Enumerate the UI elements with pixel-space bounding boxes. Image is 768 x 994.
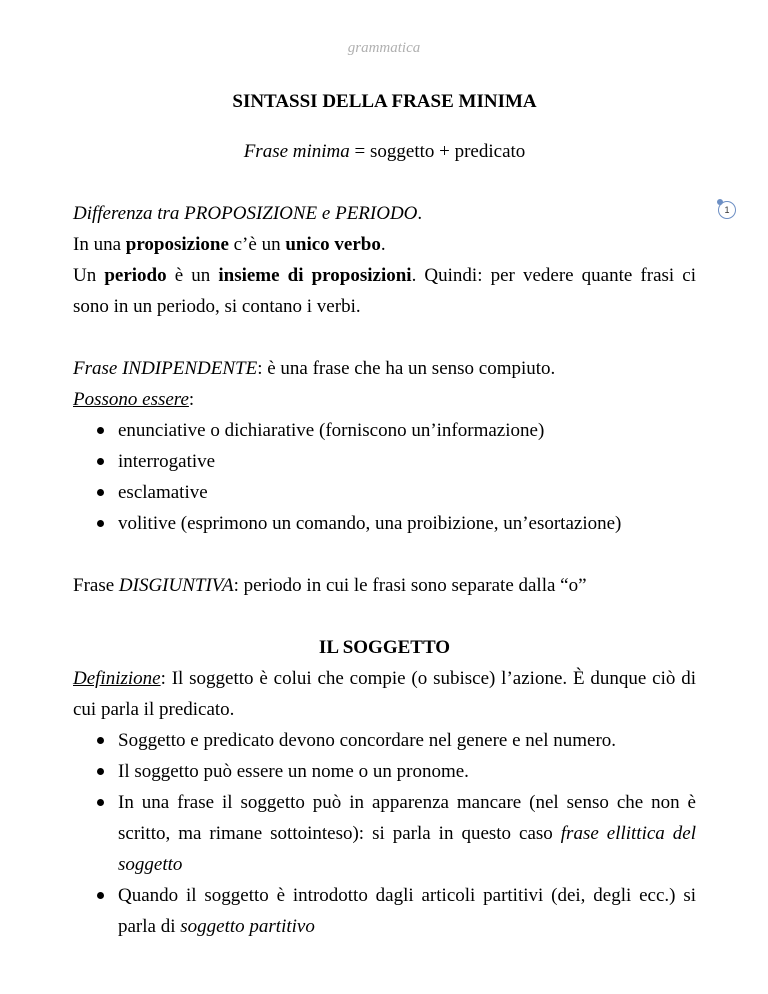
- bullet-icon: [97, 892, 104, 899]
- text: Frase: [73, 575, 119, 596]
- diff-line-2: [73, 260, 696, 322]
- bold-term: proposizione: [125, 234, 229, 255]
- comment-count: 1: [724, 205, 730, 215]
- bullet-icon: [97, 768, 104, 775]
- text: In una: [73, 234, 126, 255]
- list-item: [73, 415, 696, 446]
- list-item-text: Quando il soggetto è introdotto dagli articoli partitivi (dei, degli ecc.) si parla di: [118, 885, 696, 937]
- soggetto-list: [73, 725, 696, 942]
- diff-heading-end: .: [417, 203, 423, 224]
- list-item: [73, 477, 696, 508]
- formula-rest: = soggetto + predicato: [349, 141, 526, 162]
- italic-term: soggetto partitivo: [180, 916, 315, 937]
- comment-dot-icon: [717, 199, 723, 205]
- text: :: [188, 389, 195, 410]
- disg-line: [73, 570, 696, 601]
- bold-term: unico verbo: [285, 234, 381, 255]
- list-item-text: In una frase il soggetto può in apparenza mancare (nel senso che non è scritto, ma rimane sottointeso): si parla in questo caso: [118, 792, 696, 844]
- bullet-icon: [97, 737, 104, 744]
- indip-term: Frase INDIPENDENTE: [73, 358, 258, 379]
- text: c’è un: [228, 234, 286, 255]
- diff-heading: [73, 198, 696, 229]
- list-item-text: esclamative: [118, 482, 208, 503]
- list-item: [73, 725, 696, 756]
- text: .: [380, 234, 386, 255]
- definition-text: : Il soggetto è colui che compie (o subisce) l’azione. È dunque ciò di cui parla il predicato.: [73, 668, 696, 720]
- definition: [73, 663, 696, 725]
- bold-term: insieme di proposizioni: [218, 265, 412, 286]
- list-item-text: volitive (esprimono un comando, una proibizione, un’esortazione): [118, 513, 622, 534]
- italic-term: frase ellittica del soggetto: [118, 823, 696, 875]
- text: è un: [166, 265, 219, 286]
- bullet-icon: [97, 799, 104, 806]
- possono-line: [73, 384, 696, 415]
- list-item: [73, 880, 696, 942]
- bullet-icon: [97, 520, 104, 527]
- diff-line-1: [73, 229, 696, 260]
- definition-term: Definizione: [73, 668, 161, 689]
- diff-heading-text: Differenza tra PROPOSIZIONE e PERIODO: [73, 203, 418, 224]
- list-item-text: interrogative: [118, 451, 216, 472]
- formula-line: [73, 136, 696, 167]
- list-item: [73, 787, 696, 880]
- text: : periodo in cui le frasi sono separate dalla “o”: [233, 575, 587, 596]
- text: Un: [73, 265, 105, 286]
- disg-term: DISGIUNTIVA: [118, 575, 234, 596]
- possono-term: Possono essere: [73, 389, 189, 410]
- list-item-text: Soggetto e predicato devono concordare nel genere e nel numero.: [118, 730, 617, 751]
- comment-badge[interactable]: [718, 201, 736, 219]
- formula-term: Frase minima: [243, 141, 350, 162]
- page-header: grammatica: [347, 40, 421, 56]
- bold-term: periodo: [104, 265, 167, 286]
- frase-types-list: [73, 415, 696, 539]
- list-item-text: enunciative o dichiarative (forniscono un’informazione): [118, 420, 545, 441]
- indip-line: [73, 353, 696, 384]
- section-title: IL SOGGETTO: [318, 637, 451, 658]
- list-item: [73, 756, 696, 787]
- page-title: SINTASSI DELLA FRASE MINIMA: [232, 91, 537, 112]
- document-body: [73, 76, 696, 942]
- bullet-icon: [97, 489, 104, 496]
- indip-rest: : è una frase che ha un senso compiuto.: [257, 358, 556, 379]
- text: . Quindi: per vedere quante frasi ci sono in un periodo, si contano i verbi.: [73, 265, 696, 317]
- list-item: [73, 508, 696, 539]
- list-item-text: Il soggetto può essere un nome o un pronome.: [118, 761, 469, 782]
- list-item: [73, 446, 696, 477]
- bullet-icon: [97, 427, 104, 434]
- bullet-icon: [97, 458, 104, 465]
